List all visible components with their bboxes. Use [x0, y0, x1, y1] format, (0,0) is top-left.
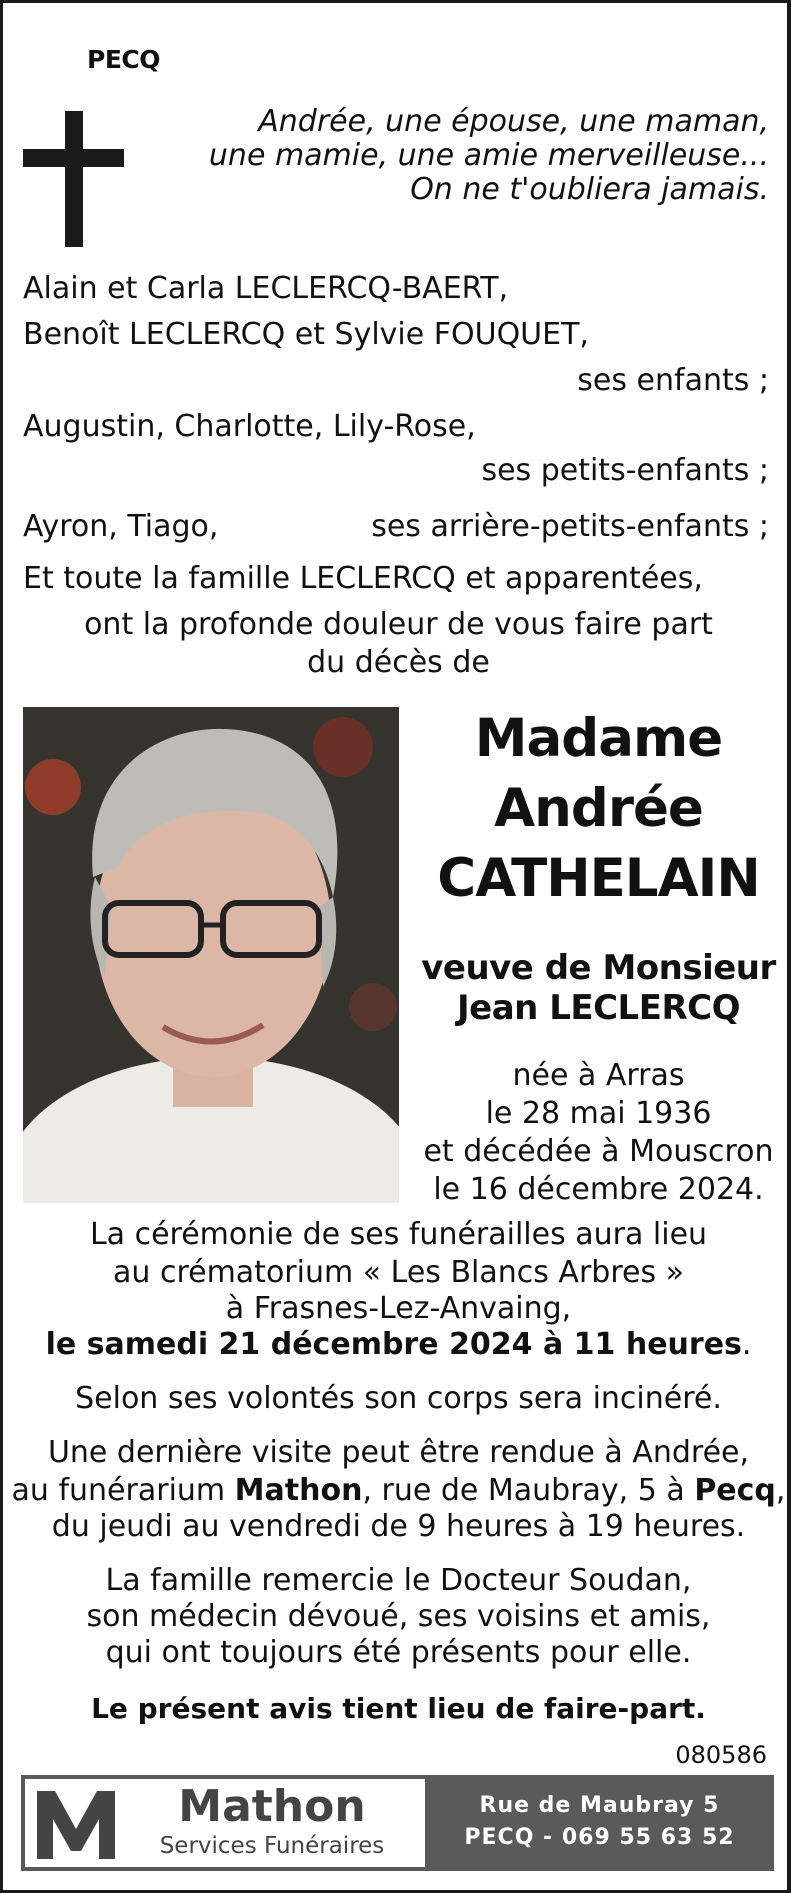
- deceased-last-name: CATHELAIN: [437, 848, 760, 909]
- brand-tagline: Services Funéraires: [159, 1833, 385, 1859]
- visit-text-c: , rue de Maubray, 5 à: [362, 1473, 695, 1508]
- thanks-line-1: La famille remercie le Docteur Soudan,: [105, 1563, 692, 1598]
- ceremony-line-3: à Frasnes-Lez-Anvaing,: [225, 1291, 572, 1326]
- logo-panel: [25, 1779, 425, 1867]
- birth-date: le 28 mai 1936: [485, 1096, 712, 1131]
- visit-funeral-home: Mathon: [234, 1473, 363, 1508]
- visit-line-3: du jeudi au vendredi de 9 heures à 19 heures.: [51, 1509, 746, 1544]
- epitaph-line: une mamie, une amie merveilleuse...: [208, 138, 769, 173]
- epitaph-line: On ne t'oubliera jamais.: [410, 172, 769, 207]
- cremation-note: Selon ses volontés son corps sera incinéré.: [75, 1381, 722, 1416]
- visit-line-1: Une dernière visite peut être rendue à Andrée,: [47, 1435, 750, 1470]
- widow-line-1: veuve de Monsieur: [421, 948, 776, 988]
- ceremony-date: [3, 1327, 791, 1363]
- visit-text-e: ,: [775, 1473, 786, 1508]
- children-role: ses enfants ;: [577, 363, 769, 398]
- grandchildren-line: Augustin, Charlotte, Lily-Rose,: [23, 409, 476, 444]
- ceremony-date-text: le samedi 21 décembre 2024 à 11 heures: [45, 1327, 742, 1362]
- footer-phone: PECQ - 069 55 63 52: [464, 1825, 735, 1850]
- visit-line-2: [3, 1473, 791, 1509]
- location-heading: PECQ: [87, 45, 160, 74]
- visit-town: Pecq: [694, 1473, 776, 1508]
- closing-note: Le présent avis tient lieu de faire-part.: [91, 1692, 706, 1725]
- ceremony-line-1: La cérémonie de ses funérailles aura lieu: [89, 1217, 708, 1252]
- thanks-line-2: son médecin dévoué, ses voisins et amis,: [86, 1599, 711, 1634]
- ceremony-date-end: .: [741, 1327, 752, 1362]
- thanks-line-3: qui ont toujours été présents pour elle.: [105, 1635, 692, 1670]
- visit-text-a: au funérarium: [11, 1473, 235, 1508]
- announce-line-1: ont la profonde douleur de vous faire part: [84, 607, 713, 642]
- grandchildren-role: ses petits-enfants ;: [481, 453, 769, 488]
- footer-address: Rue de Maubray 5: [479, 1793, 720, 1818]
- epitaph-line: Andrée, une épouse, une maman,: [258, 104, 769, 139]
- deceased-title: Madame: [474, 708, 723, 769]
- children-line-1: Alain et Carla LECLERCQ-BAERT,: [23, 271, 509, 306]
- great-grandchildren-line: Ayron, Tiago,: [23, 509, 219, 544]
- epitaph: [209, 105, 769, 207]
- ceremony-line-2: au crématorium « Les Blancs Arbres »: [113, 1255, 684, 1290]
- great-grandchildren-role: ses arrière-petits-enfants ;: [371, 509, 769, 544]
- brand-name: Mathon: [178, 1781, 366, 1832]
- death-date: le 16 décembre 2024.: [433, 1172, 764, 1207]
- reference-number: 080586: [675, 1741, 767, 1769]
- mathon-logo-icon: [33, 1785, 119, 1863]
- announce-line-2: du décès de: [307, 645, 490, 680]
- children-line-2: Benoît LECLERCQ et Sylvie FOUQUET,: [23, 317, 589, 352]
- deceased-first-name: Andrée: [494, 778, 703, 839]
- birth-place: née à Arras: [512, 1058, 685, 1093]
- extended-family-line: Et toute la famille LECLERCQ et apparentées,: [23, 561, 703, 596]
- widow-line-2: Jean LECLERCQ: [457, 988, 740, 1028]
- death-place: et décédée à Mouscron: [423, 1134, 774, 1169]
- funeral-home-banner: [21, 1775, 774, 1871]
- portrait-photo: [23, 707, 399, 1203]
